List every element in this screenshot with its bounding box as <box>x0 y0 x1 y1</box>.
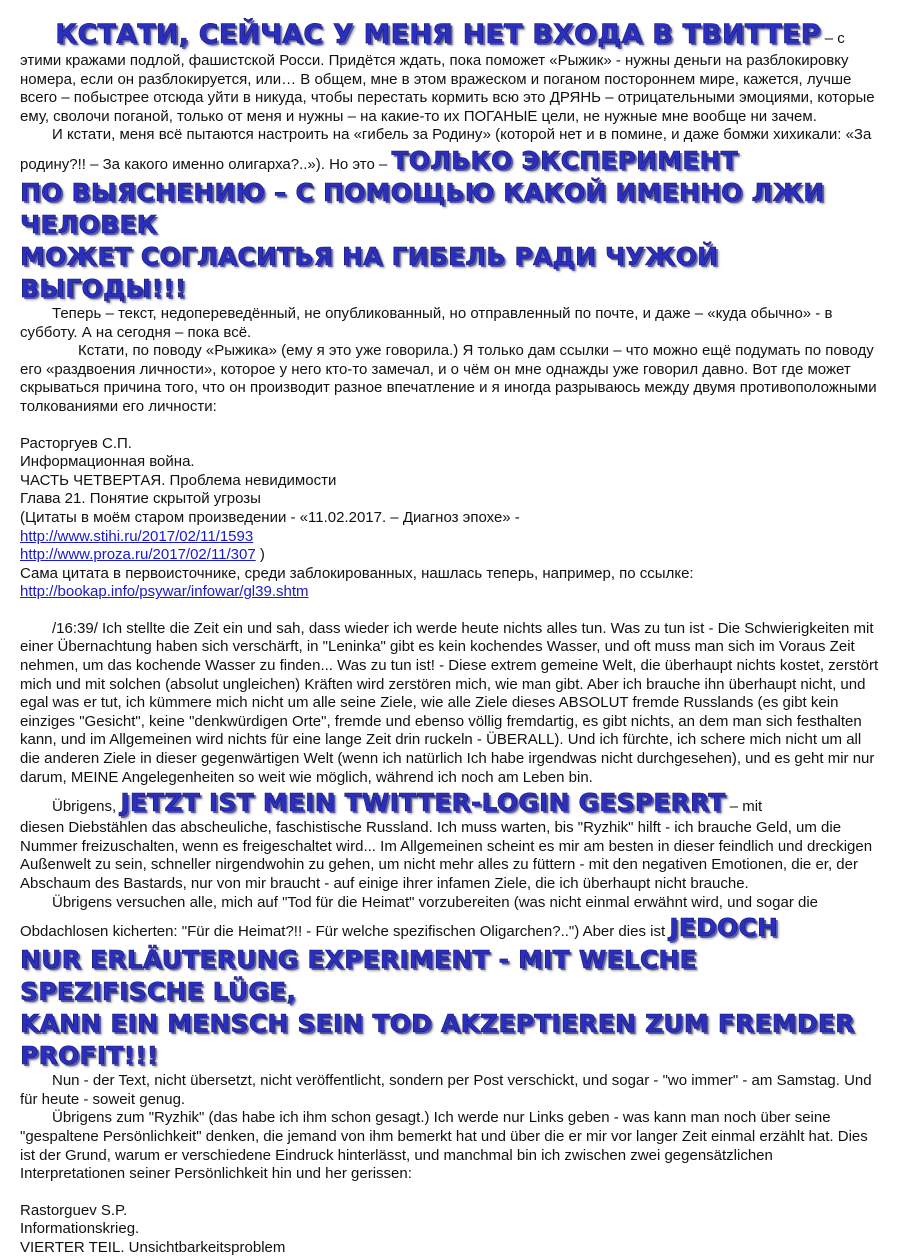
ru-paragraph-3: Теперь – текст, недопереведённый, не опубликованный, но отправленный по почте, и даже – «куда обычно» - в субботу. А на сегодня – пока всё. <box>20 304 833 341</box>
ru-emphasis-2: ПО ВЫЯСНЕНИЮ – С ПОМОЩЬЮ КАКОЙ ИМЕННО ЛЖИ ЧЕЛОВЕК <box>20 177 825 239</box>
de-emphasis-twitter: JETZT IST MEIN TWITTER-LOGIN GESPERRT <box>120 788 726 818</box>
ru-emphasis-1: ТОЛЬКО ЭКСПЕРИМЕНТ <box>391 145 738 175</box>
ru-ref-part: ЧАСТЬ ЧЕТВЕРТАЯ. Проблема невидимости <box>20 471 337 489</box>
ru-paragraph-2 <box>20 126 880 177</box>
spacer <box>20 602 880 620</box>
ru-headline-tail: – с <box>820 30 845 47</box>
ru-paragraph-2-text: И кстати, меня всё пытаются настроить на «гибель за Родину» (которой нет и в помине, и даже бомжи хихикали: «За родину?!! – За какого именно олигарха?..»). Но это – <box>20 126 872 173</box>
de-ref-author: Rastorguev S.P. <box>20 1201 128 1219</box>
ru-emphasis-3: МОЖЕТ СОГЛАСИТЬЯ НА ГИБЕЛЬ РАДИ ЧУЖОЙ ВЫГОДЫ!!! <box>20 241 719 303</box>
de-reference-block <box>20 1202 880 1258</box>
de-paragraph-3 <box>20 894 880 945</box>
spacer <box>20 1184 880 1202</box>
de-paragraph-3-text: Übrigens versuchen alle, mich auf "Tod für die Heimat" vorzubereiten (was nicht einmal erwähnt wird, und sogar die Obdachlosen kicherten: "Für die Heimat?!! - Für welche spezifischen Oligarchen?..") Aber dies ist <box>20 893 819 941</box>
ru-paragraph-1: этими кражами подлой, фашистской Росси. Придётся ждать, пока поможет «Рыжик» - нужны деньги на разблокировку номера, если он разблокируется, или… В общем, мне в этом вражеском и поганом постороннем мире, кажется, лучше всего – побыстрее отсюда уйти в никуда, чтобы перестать кормить всю это ДРЯНЬ – отрицательными эмоциями, которые ему, сволочи поганой, только от меня и нужны – на какие-то их ПОГАНЫЕ цели, не нужные мне вообще ни зачем. <box>20 52 875 125</box>
de-paragraph-5: Übrigens zum "Ryzhik" (das habe ich ihm schon gesagt.) Ich werde nur Links geben - was kann man noch über seine "gespaltene Persönlichkeit" denken, die jemand von ihm bemerkt hat und über die er mir vor langer Zeit einmal erzählt hat. Dies ist der Grund, warum er verschiedene Eindruck hinterlässt, und manchmal bin ich zwischen zwei gegensätzlichen Interpretationen seiner Persönlichkeit hin und her gerissen: <box>20 1109 868 1183</box>
ru-ref-author: Расторгуев С.П. <box>20 434 132 452</box>
ru-paragraph-4: Кстати, по поводу «Рыжика» (ему я это уже говорила.) Я только дам ссылки – что можно ещё подумать по поводу его «раздвоения личности», которое у него кто-то замечал, и о чём он мне однажды уже говорил давно. Вот где может скрываться причина того, что он производит разное впечатление и я иногда разрываюсь между двумя противоположными толкованиями его личности: <box>20 342 877 415</box>
de-paragraph-4: Nun - der Text, nicht übersetzt, nicht veröffentlicht, sondern per Post verschickt, und sogar - "wo immer" - am Samstag. Und für heute - soweit genug. <box>20 1072 872 1108</box>
ru-link-proza-tail: ) <box>255 546 265 564</box>
de-paragraph-2-rest: diesen Diebstählen das abscheuliche, faschistische Russland. Ich muss warten, bis "Ryzhik" hilft - ich brauche Geld, um die Nummer freizuschalten, wenn es freigeschaltet wird... Im Allgemeinen scheint es mir am besten in dieser feindlich und dreckigen Außenwelt zu sein, schneller nirgendwohin zu gehen, um nicht mehr alles zu füttern - mit den negativen Emotionen, die er, der Abschaum des Bastards, nur von mir braucht - auf einige ihrer infamen Ziele, die ich überhaupt nicht brauche. <box>20 819 873 892</box>
ru-headline: КСТАТИ, СЕЙЧАС У МЕНЯ НЕТ ВХОДА В ТВИТТЕР <box>55 19 821 50</box>
spacer <box>20 417 880 435</box>
de-emphasis-1: JEDOCH <box>669 913 779 943</box>
de-ref-book: Informationskrieg. <box>20 1220 140 1238</box>
ru-headline-line <box>20 18 880 52</box>
de-emphasis-2: NUR ERLÄUTERUNG EXPERIMENT - MIT WELCHE SPEZIFISCHE LÜGE, <box>20 945 697 1007</box>
de-paragraph-1: /16:39/ Ich stellte die Zeit ein und sah, dass wieder ich werde heute nichts alles tun. Was zu tun ist - Die Schwierigkeiten mit einer Übernachtung haben sich verschärft, in "Leninka" gibt es kein kochendes Wasser, und oft muss man sich im Voraus Zeit nehmen, um das kochende Wasser zu finden... Was zu tun ist! - Diese extrem gemeine Welt, die überhaupt nichts kostet, zerstört mich und mit solchen (absolut ungleichen) Kräften wird zerstören mich, wie man gibt. Aber ich brauche ihn überhaupt nicht, und egal was er tut, ich kümmere mich nicht um alle seine Ziele, wie alle Ziele dieses ABSOLUT fremde Russlands (es gibt kein einziges "Gesicht", keine "denkwürdigen Orte", fremde und ebenso völlig fremdartig, es gibt nichts, an dem man sich festhalten kann, und im Allgemeinen wird nichts für eine lange Zeit drin ruckeln - ÜBERALL). Und ich fürchte, ich schere mich nicht um all die anderen Ziele in dieser gegenwärtigen Welt (wenn ich natürlich Ich habe irgendwas nicht durchgesehen), und es geht mir nur darum, MEINE Angelegenheiten so weit wie möglich, während ich noch am Leben bin. <box>20 619 879 786</box>
de-paragraph-2-head <box>20 787 880 819</box>
de-ref-part: VIERTER TEIL. Unsichtbarkeitsproblem <box>20 1238 286 1256</box>
de-paragraph-2-lead: Übrigens, <box>52 798 121 816</box>
ru-ref-source-note: Сама цитата в первоисточнике, среди заблокированных, нашлась теперь, например, по ссылке: <box>20 564 694 582</box>
ru-reference-block <box>20 435 880 602</box>
ru-ref-chapter: Глава 21. Понятие скрытой угрозы <box>20 490 261 508</box>
ru-link-stihi[interactable]: http://www.stihi.ru/2017/02/11/1593 <box>20 527 254 545</box>
ru-ref-quote-note: (Цитаты в моём старом произведении - «11.02.2017. – Диагноз эпохе» - <box>20 508 520 526</box>
ru-ref-book: Информационная война. <box>20 453 195 471</box>
ru-link-bookap[interactable]: http://bookap.info/psywar/infowar/gl39.shtm <box>20 583 309 601</box>
de-paragraph-2-tail: – mit <box>725 798 763 816</box>
ru-link-proza[interactable]: http://www.proza.ru/2017/02/11/307 <box>20 546 256 564</box>
de-emphasis-3: KANN EIN MENSCH SEIN TOD AKZEPTIEREN ZUM FREMDER PROFIT!!! <box>20 1009 855 1071</box>
